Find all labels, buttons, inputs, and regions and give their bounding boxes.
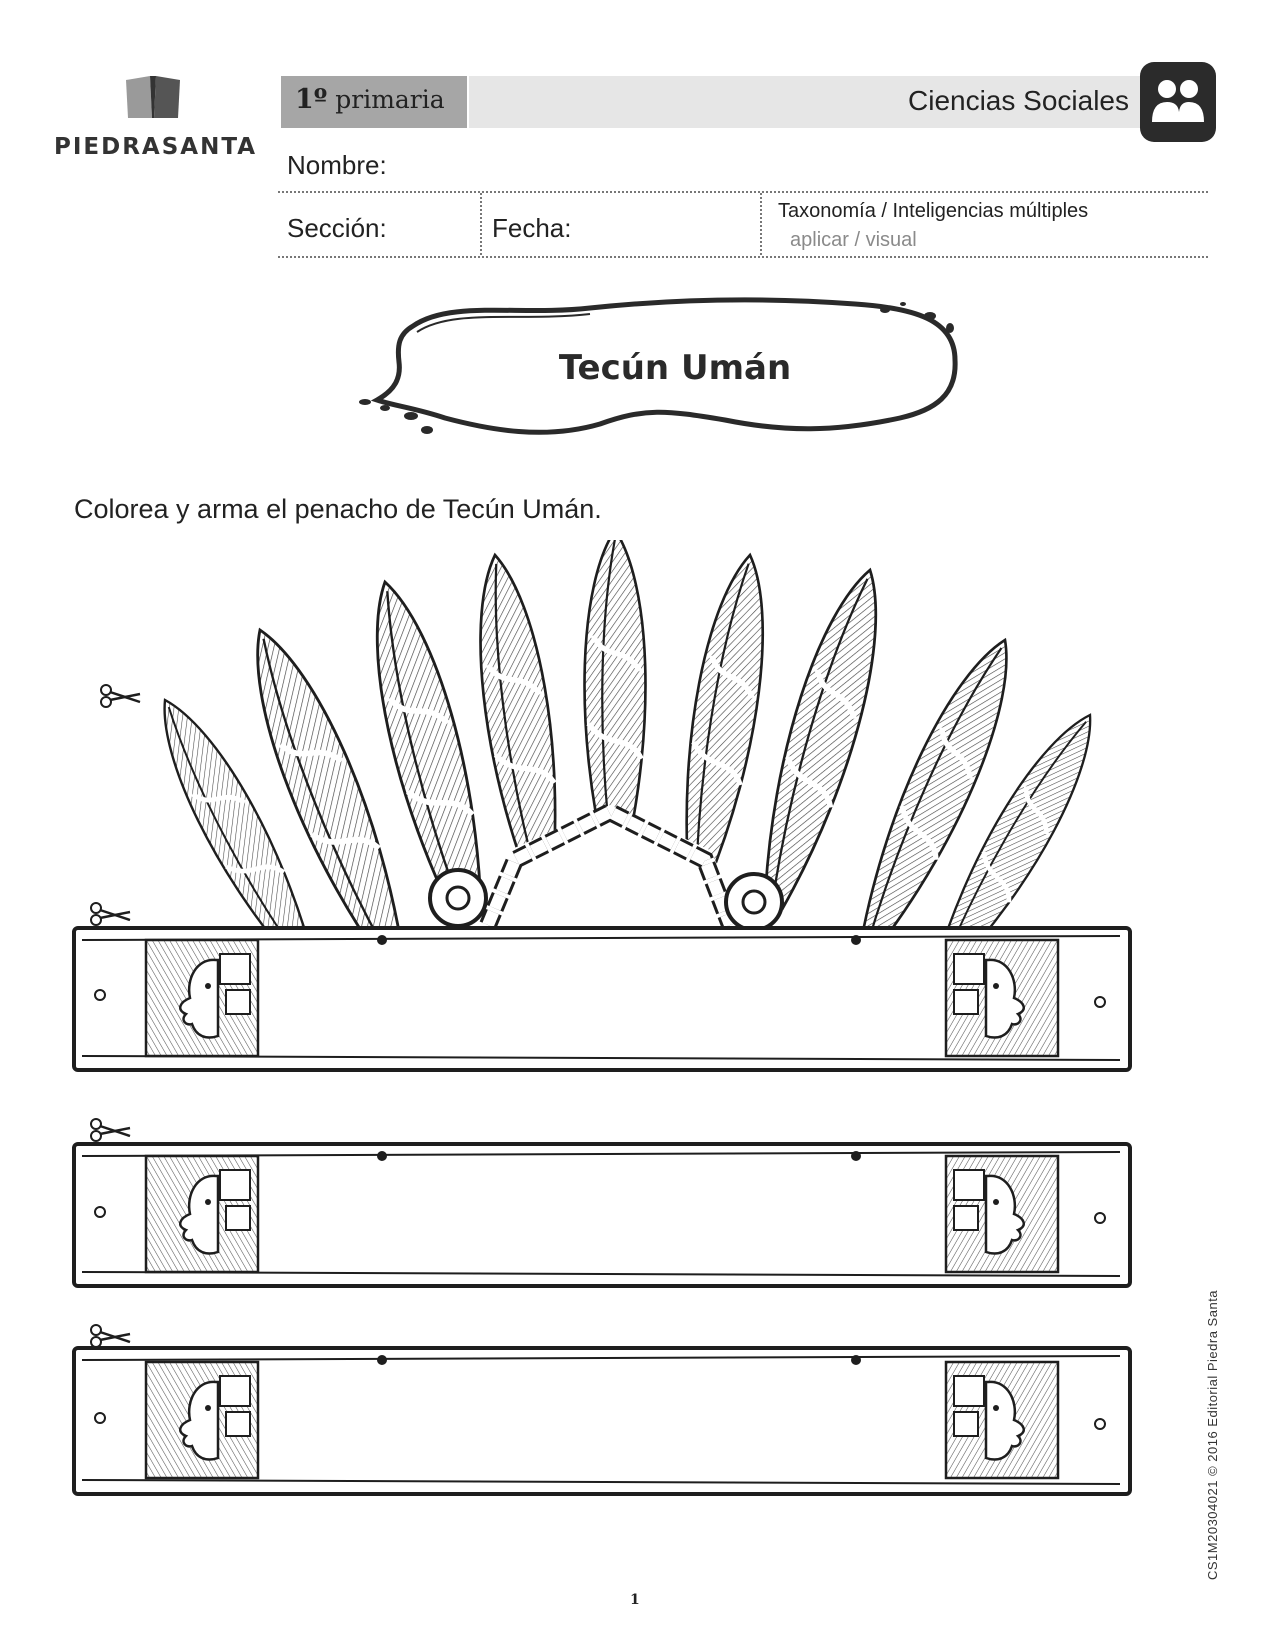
- scissors-icon: [101, 685, 140, 707]
- headdress-cutout: [70, 540, 1170, 1580]
- scissors-icon: [91, 903, 130, 925]
- section-field-line: [278, 256, 1208, 258]
- worksheet-title: Tecún Umán: [558, 348, 792, 388]
- copyright-notice: CS1M20304021 © 2016 Editorial Piedra Santa: [1205, 1289, 1220, 1580]
- publisher-logo: [54, 72, 258, 162]
- taxonomy-value: aplicar / visual: [790, 229, 917, 251]
- grade-label: 1º primaria: [295, 84, 445, 115]
- field-divider: [760, 193, 762, 255]
- scissors-icon: [91, 1325, 130, 1347]
- name-field-label: Nombre:: [287, 150, 387, 180]
- feather: [743, 561, 901, 915]
- title-bubble: [355, 290, 965, 460]
- instruction-text: Colorea y arma el penacho de Tecún Umán.: [74, 494, 602, 524]
- taxonomy-label: Taxonomía / Inteligencias múltiples: [778, 200, 1089, 222]
- page-number: 1: [630, 1592, 640, 1608]
- book-icon: [124, 72, 184, 122]
- name-field-line: [278, 191, 1208, 193]
- section-field-label: Sección:: [287, 213, 387, 243]
- field-divider: [480, 193, 482, 255]
- publisher-name: PIEDRASANTA: [54, 134, 258, 160]
- date-field-label: Fecha:: [492, 213, 572, 243]
- grade-banner: [281, 76, 467, 128]
- subject-title: Ciencias Sociales: [908, 85, 1129, 116]
- subject-banner: [469, 76, 1159, 128]
- scissors-icon: [91, 1119, 130, 1141]
- people-icon: [1140, 62, 1216, 142]
- feather-headdress-illustration: [70, 540, 1170, 1580]
